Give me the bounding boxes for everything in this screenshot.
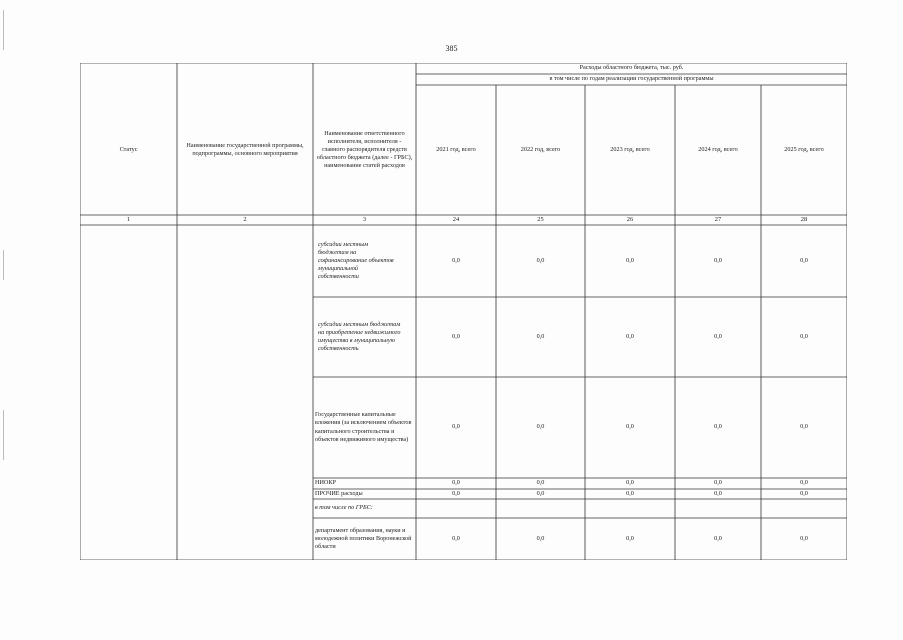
row-value: 0,0 <box>536 332 545 340</box>
row-value: 0,0 <box>800 423 808 431</box>
column-number: 3 <box>362 215 367 223</box>
scan-edge-mark <box>3 410 4 460</box>
row-value: 0,0 <box>536 479 545 487</box>
row-name: Государственные капитальные вложения (за исключением объектов капитального строительства и объектов недвижимого имущества) <box>315 411 412 443</box>
row-value: 0,0 <box>626 479 634 487</box>
header-year-2022: 2022 год, всего <box>520 145 561 153</box>
header-budget-title: Расходы областного бюджета, тыс. руб. <box>579 64 684 72</box>
row-value: 0,0 <box>714 489 722 497</box>
column-number: 1 <box>126 215 131 223</box>
header-executor: Наименование ответственного исполнителя, исполнителя - главного распорядителя средств областного бюджета (далее - ГРБС), наименование статей расходов <box>316 129 413 170</box>
header-year-2023: 2023 год, всего <box>610 145 650 153</box>
row-name: субсидии местным бюджетам на софинансирование объектов муниципальной собственности <box>318 240 394 281</box>
row-value: 0,0 <box>800 534 808 542</box>
row-value: 0,0 <box>452 479 460 487</box>
column-number: 2 <box>243 215 247 223</box>
row-value: 0,0 <box>800 479 808 487</box>
row-value: 0,0 <box>626 534 634 542</box>
row-value: 0,0 <box>626 423 634 431</box>
row-value: 0,0 <box>536 423 545 431</box>
header-year-2021: 2021 год, всего <box>436 145 476 153</box>
row-name: департамент образования, науки и молодежной политики Воронежской области <box>315 526 412 551</box>
row-value: 0,0 <box>714 256 722 264</box>
column-number: 27 <box>714 215 722 223</box>
budget-table <box>80 63 847 560</box>
row-value: 0,0 <box>452 423 460 431</box>
row-name: НИОКР <box>315 479 336 487</box>
header-years-subtitle: в том числе по годам реализации государственной программы <box>549 75 714 83</box>
row-name: субсидии местным бюджетам на приобретение недвижимого имущества в муниципальную собственность <box>318 320 401 353</box>
row-value: 0,0 <box>714 332 722 340</box>
page-number: 385 <box>445 44 458 53</box>
row-value: 0,0 <box>714 479 722 487</box>
row-value: 0,0 <box>800 256 808 264</box>
row-value: 0,0 <box>626 489 634 497</box>
scan-edge-mark <box>3 250 4 280</box>
column-number: 26 <box>626 215 634 223</box>
header-status: Статус <box>119 145 138 153</box>
row-value: 0,0 <box>626 332 634 340</box>
row-value: 0,0 <box>800 332 808 340</box>
column-number: 24 <box>452 215 460 223</box>
row-name: ПРОЧИЕ расходы <box>315 489 363 497</box>
row-value: 0,0 <box>452 332 460 340</box>
header-year-2024: 2024 год, всего <box>698 145 738 153</box>
header-year-2025: 2025 год, всего <box>784 145 824 153</box>
row-value: 0,0 <box>714 534 722 542</box>
row-value: 0,0 <box>452 534 460 542</box>
row-name: в том числе по ГРБС: <box>315 504 373 512</box>
column-number: 28 <box>800 215 808 223</box>
row-value: 0,0 <box>536 489 545 497</box>
row-value: 0,0 <box>452 489 460 497</box>
row-value: 0,0 <box>626 256 634 264</box>
header-program-name: Наименование государственной программы, подпрограммы, основного мероприятия <box>186 141 304 157</box>
row-value: 0,0 <box>714 423 722 431</box>
row-value: 0,0 <box>452 256 460 264</box>
row-value: 0,0 <box>536 534 545 542</box>
row-value: 0,0 <box>536 256 545 264</box>
row-value: 0,0 <box>800 489 808 497</box>
column-number: 25 <box>537 215 544 223</box>
